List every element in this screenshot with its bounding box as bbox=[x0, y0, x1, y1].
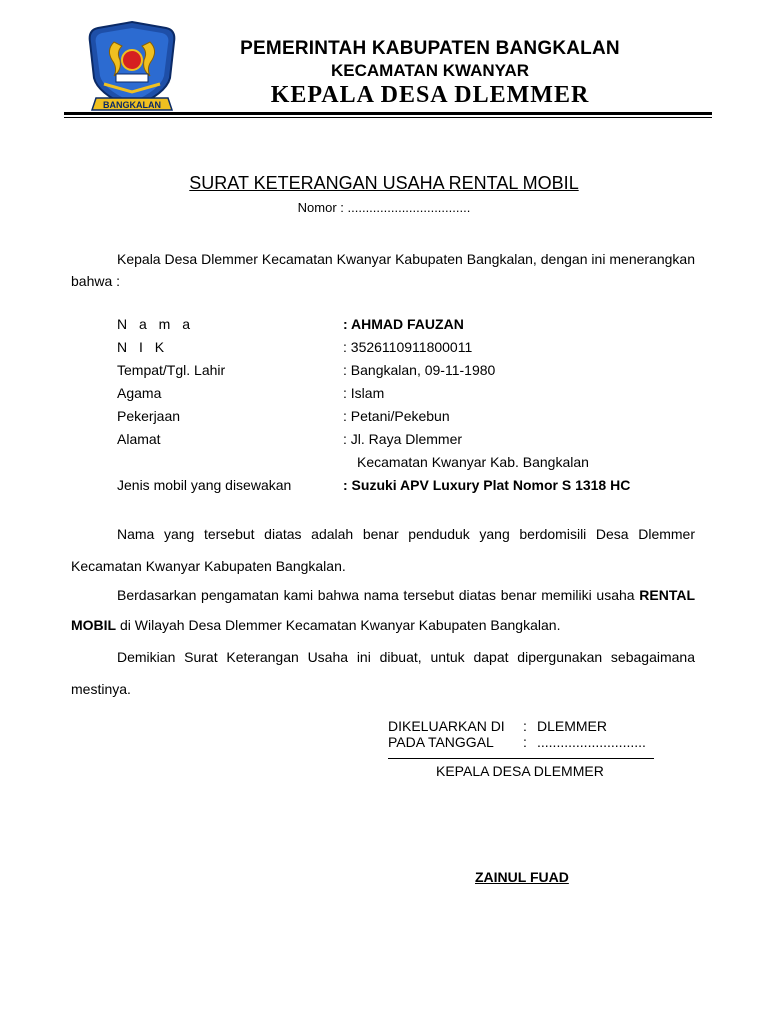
date-value: ............................ bbox=[537, 734, 646, 750]
field-religion bbox=[117, 385, 697, 407]
letterhead-divider-thin bbox=[64, 117, 712, 118]
field-label: Alamat bbox=[117, 431, 161, 447]
field-label: Tempat/Tgl. Lahir bbox=[117, 362, 226, 378]
signature-divider bbox=[388, 758, 654, 759]
document-number: Nomor : .................................. bbox=[297, 200, 471, 215]
letterhead-office: KEPALA DESA DLEMMER bbox=[270, 82, 590, 108]
field-value: : Petani/Pekebun bbox=[343, 408, 450, 424]
field-value: Kecamatan Kwanyar Kab. Bangkalan bbox=[357, 454, 589, 470]
letterhead-divider bbox=[64, 112, 712, 115]
body-paragraph-2-end: di Wilayah Desa Dlemmer Kecamatan Kwanyar Kabupaten Bangkalan. bbox=[116, 617, 561, 633]
logo-ribbon-text: BANGKALAN bbox=[103, 100, 161, 110]
field-label: Pekerjaan bbox=[117, 408, 181, 424]
body-paragraph-1: Nama yang tersebut diatas adalah benar penduduk yang berdomisili Desa Dlemmer Kecamatan Kwanyar Kabupaten Bangkalan. bbox=[71, 526, 695, 574]
body-paragraph-3: Demikian Surat Keterangan Usaha ini dibuat, untuk dapat dipergunakan sebagaimana mestinya. bbox=[71, 649, 695, 697]
field-label: Jenis mobil yang disewakan bbox=[117, 477, 292, 493]
issued-place: DLEMMER bbox=[537, 718, 608, 734]
field-birth bbox=[117, 362, 697, 384]
field-label: N a m a bbox=[117, 316, 195, 332]
body-paragraph-2 bbox=[71, 580, 695, 640]
business-type: RENTAL MOBIL bbox=[71, 587, 695, 633]
field-value: : Suzuki APV Luxury Plat Nomor S 1318 HC bbox=[343, 477, 631, 493]
letterhead-government: PEMERINTAH KABUPATEN BANGKALAN bbox=[240, 38, 620, 59]
field-occupation bbox=[117, 408, 697, 430]
field-address-cont bbox=[117, 454, 697, 476]
field-label: N I K bbox=[117, 339, 169, 355]
issued-label: DIKELUARKAN DI bbox=[388, 718, 505, 734]
field-value: : Bangkalan, 09-11-1980 bbox=[343, 362, 496, 378]
field-value: : 3526110911800011 bbox=[343, 339, 473, 355]
field-address bbox=[117, 431, 697, 453]
field-label: Agama bbox=[117, 385, 162, 401]
field-name bbox=[117, 316, 697, 338]
date-separator: : bbox=[523, 734, 527, 750]
issued-separator: : bbox=[523, 718, 527, 734]
document-title: SURAT KETERANGAN USAHA RENTAL MOBIL bbox=[189, 173, 579, 193]
field-value: : AHMAD FAUZAN bbox=[343, 316, 464, 332]
letterhead-district: KECAMATAN KWANYAR bbox=[330, 61, 529, 80]
signatory-position: KEPALA DESA DLEMMER bbox=[436, 763, 604, 779]
intro-paragraph: Kepala Desa Dlemmer Kecamatan Kwanyar Kabupaten Bangkalan, dengan ini menerangkan bahwa : bbox=[71, 251, 695, 289]
signatory-name: ZAINUL FUAD bbox=[475, 869, 569, 885]
field-nik bbox=[117, 339, 697, 361]
date-label: PADA TANGGAL bbox=[388, 734, 494, 750]
field-value: : Jl. Raya Dlemmer bbox=[343, 431, 463, 447]
field-value: : Islam bbox=[343, 385, 385, 401]
bangkalan-regency-logo bbox=[86, 20, 178, 116]
body-paragraph-2-start: Berdasarkan pengamatan kami bahwa nama tersebut diatas benar memiliki usaha bbox=[117, 587, 640, 603]
field-car-type bbox=[117, 477, 697, 499]
